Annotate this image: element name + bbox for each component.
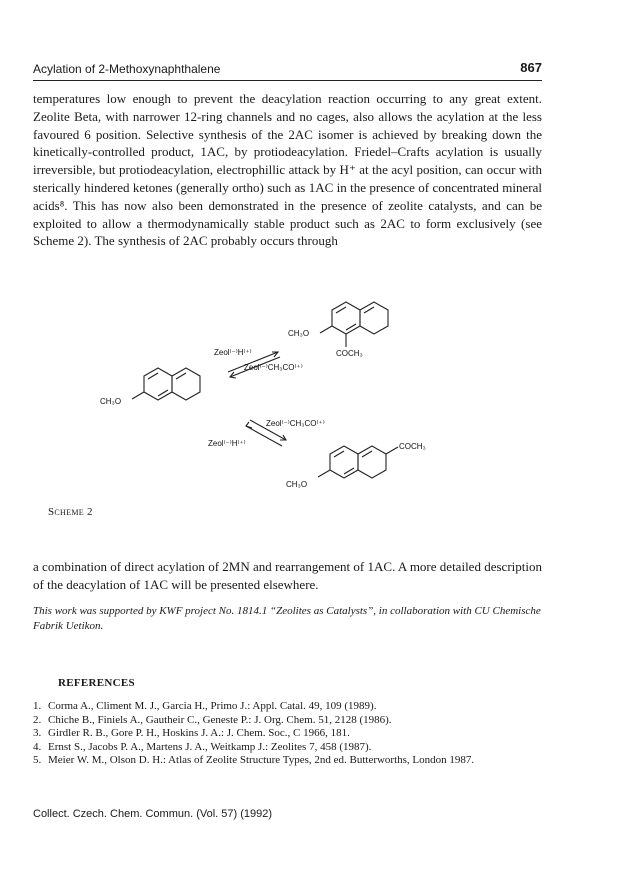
coch3-top-label: COCH₃ xyxy=(336,349,363,358)
acknowledgement: This work was supported by KWF project No. 1814.1 “Zeolites as Catalysts”, in collaboration with CU Chemische Fabrik Uetikon. xyxy=(33,605,541,632)
running-head xyxy=(33,60,542,81)
upper-arrow-bottom-label: Zeol⁽⁻⁾CH₃CO⁽⁺⁾ xyxy=(244,363,303,372)
coch3-bottom-label: COCH₃ xyxy=(399,442,426,451)
body-paragraph-1: temperatures low enough to prevent the deacylation reaction occurring to any great extent. Zeolite Beta, with narrower 12-ring channels and no cages, also allows the acylation at the less favoured 6 position. Selective synthesis of the 2AC isomer is achieved by breaking down the kinetically-controlled product, 1AC, by protiodeacylation. Friedel–Crafts acylation is usually irreversible, but protiodeacylation, electrophillic attack by H⁺ at the acyl position, can occur with sterically hindered ketones (generally ortho) such as 1AC in the presence of concentrated mineral acids⁸. This has now also been demonstrated in the presence of zeolite catalysts, and can be exploited to allow a thermodynamically stable product such as 2AC to form exclusively (see Scheme 2). The synthesis of 2AC probably occurs through xyxy=(33,91,542,249)
running-head-title: Acylation of 2-Methoxynaphthalene xyxy=(33,62,221,76)
ch3o-top-label: CH₃O xyxy=(288,329,310,338)
reference-text: Corma A., Climent M. J., Garcia H., Primo J.: Appl. Catal. 49, 109 (1989). xyxy=(48,700,377,712)
lower-equilibrium-arrows xyxy=(208,419,325,448)
reaction-scheme xyxy=(100,292,500,504)
ch3o-bottom-label: CH₃O xyxy=(286,480,308,489)
journal-footer: Collect. Czech. Chem. Commun. (Vol. 57) (1992) xyxy=(33,808,273,820)
reference-item xyxy=(33,741,542,755)
scheme-label: Scheme 2 xyxy=(48,506,93,518)
reactant-2mn-structure xyxy=(100,368,200,406)
ch3o-left-label: CH₃O xyxy=(100,397,122,406)
reference-item xyxy=(33,754,542,768)
reference-item xyxy=(33,727,542,741)
reference-number: 5. xyxy=(33,754,42,767)
reference-text: Meier W. M., Olson D. H.: Atlas of Zeolite Structure Types, 2nd ed. Butterworths, London 1987. xyxy=(48,754,475,767)
product-2ac-structure xyxy=(286,442,426,489)
body-paragraph-2: a combination of direct acylation of 2MN and rearrangement of 1AC. A more detailed description of the deacylation of 1AC will be presented elsewhere. xyxy=(33,559,542,592)
reference-text: Ernst S., Jacobs P. A., Martens J. A., Weitkamp J.: Zeolites 7, 458 (1987). xyxy=(48,740,372,753)
lower-arrow-bottom-label: Zeol⁽⁻⁾H⁽⁺⁾ xyxy=(208,439,246,448)
upper-arrow-top-label: Zeol⁽⁻⁾H⁽⁺⁾ xyxy=(214,348,252,357)
reference-item xyxy=(33,700,542,714)
reference-text: Chiche B., Finiels A., Gautheir C., Geneste P.: J. Org. Chem. 51, 2128 (1986). xyxy=(48,713,392,726)
reference-number: 4. xyxy=(33,740,42,753)
lower-arrow-top-label: Zeol⁽⁻⁾CH₃CO⁽⁺⁾ xyxy=(266,419,325,428)
references-heading: REFERENCES xyxy=(58,677,135,689)
upper-equilibrium-arrows xyxy=(214,348,303,378)
product-1ac-structure xyxy=(288,302,388,358)
page-number: 867 xyxy=(520,60,542,75)
reference-number: 1. xyxy=(33,700,42,712)
reference-text: Girdler R. B., Gore P. H., Hoskins J. A.: J. Chem. Soc., C 1966, 181. xyxy=(48,727,350,740)
reference-number: 2. xyxy=(33,713,42,726)
reference-item xyxy=(33,714,542,728)
references-list xyxy=(33,700,542,768)
reference-number: 3. xyxy=(33,727,42,740)
